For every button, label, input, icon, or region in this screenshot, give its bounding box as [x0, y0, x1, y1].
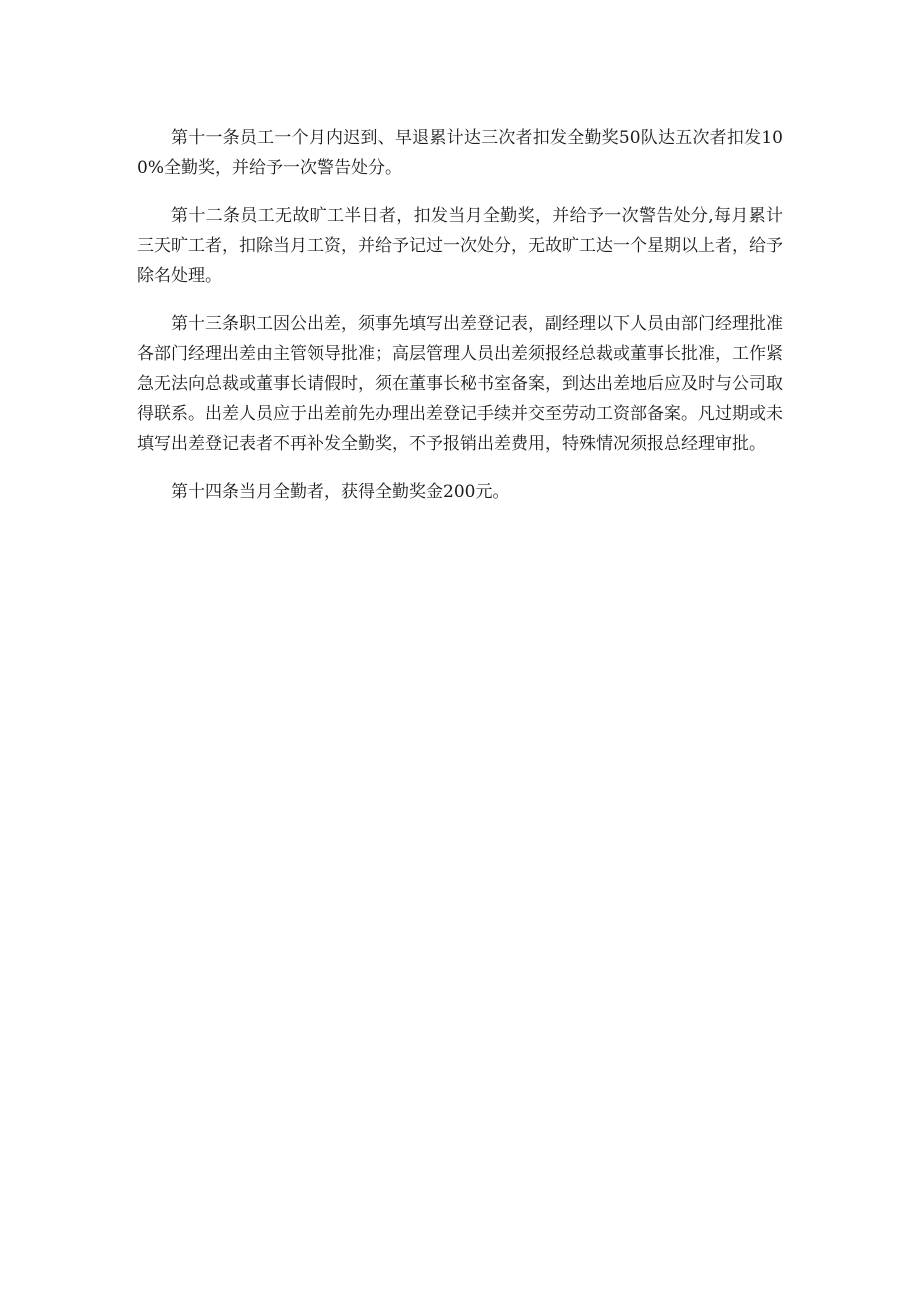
article-13-paragraph: 第十三条职工因公出差，须事先填写出差登记表，副经理以下人员由部门经理批准各部门经理出差由主管领导批准；高层管理人员出差须报经总裁或董事长批准，工作紧急无法向总裁或董事长请假时，须在董事长秘书室备案，到达出差地后应及时与公司取得联系。出差人员应于出差前先办理出差登记手续并交至劳动工资部备案。凡过期或未填写出差登记表者不再补发全勤奖，不予报销出差费用，特殊情况须报总经理审批。 — [137, 314, 783, 454]
article-12-paragraph: 第十二条员工无故旷工半日者，扣发当月全勤奖，并给予一次警告处分,每月累计三天旷工者，扣除当月工资，并给予记过一次处分，无故旷工达一个星期以上者，给予除名处理。 — [137, 206, 783, 286]
article-14-paragraph: 第十四条当月全勤者，获得全勤奖金200元。 — [171, 482, 510, 502]
document-body — [137, 123, 783, 525]
article-11-paragraph: 第十一条员工一个月内迟到、早退累计达三次者扣发全勤奖50队达五次者扣发100%全勤奖，并给予一次警告处分。 — [137, 128, 783, 178]
